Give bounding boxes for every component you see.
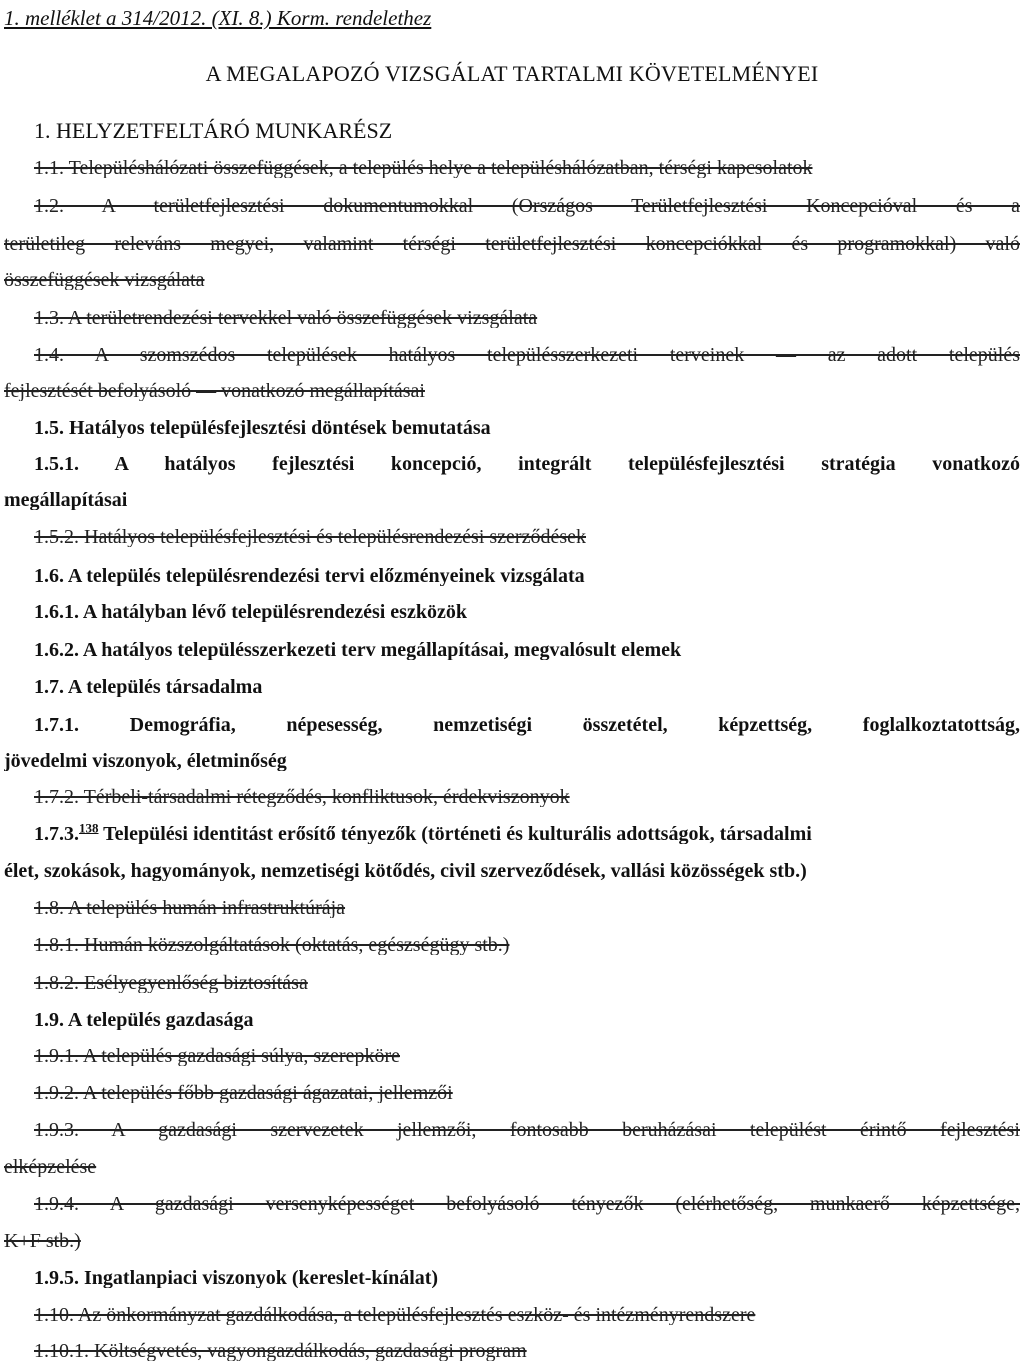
item-1-9-3: 1.9.3. A gazdasági szervezetek jellemzői, fontosabb beruházásai települést érintő fejlesztési	[34, 1120, 1020, 1141]
item-1-2: 1.2. A területfejlesztési dokumentumokkal (Országos Területfejlesztési Koncepcióval és a	[34, 196, 1020, 217]
item-1-8: 1.8. A település humán infrastruktúrája	[34, 898, 346, 918]
item-1-8-1: 1.8.1. Humán közszolgáltatások (oktatás, egészségügy stb.)	[34, 935, 510, 955]
item-1-7-1: 1.7.1. Demográfia, népesesség, nemzetiségi összetétel, képzettség, foglalkoztatottság,	[34, 715, 1020, 736]
item-1-5: 1.5. Hatályos településfejlesztési döntések bemutatása	[34, 418, 491, 438]
item-1-7: 1.7. A település társadalma	[34, 677, 263, 697]
item-1-6-1: 1.6.1. A hatályban lévő településrendezési eszközök	[34, 602, 467, 622]
item-1-9-4-cont: K+F stb.)	[4, 1231, 81, 1251]
item-1-9-3-cont: elképzelése	[4, 1157, 97, 1177]
item-1-5-1-cont: megállapításai	[4, 490, 128, 510]
footnote-reference[interactable]: 138	[79, 824, 99, 836]
item-1-7-1-cont: jövedelmi viszonyok, életminőség	[4, 751, 287, 771]
item-1-10-1: 1.10.1. Költségvetés, vagyongazdálkodás, gazdasági program	[34, 1341, 527, 1361]
item-1-2-cont: összefüggések vizsgálata	[4, 270, 205, 290]
item-1-2-cont: területileg releváns megyei, valamint térségi területfejlesztési koncepciókkal és programokkal) való	[4, 234, 1020, 255]
section-heading: 1. HELYZETFELTÁRÓ MUNKARÉSZ	[34, 118, 393, 143]
item-1-9-5: 1.9.5. Ingatlanpiaci viszonyok (kereslet-kínálat)	[34, 1268, 439, 1288]
item-1-4: 1.4. A szomszédos települések hatályos településszerkezeti terveinek — az adott település	[34, 345, 1020, 366]
item-1-3: 1.3. A területrendezési tervekkel való összefüggések vizsgálata	[34, 308, 538, 328]
item-1-5-2: 1.5.2. Hatályos településfejlesztési és településrendezési szerződések	[34, 527, 587, 547]
item-1-5-1: 1.5.1. A hatályos fejlesztési koncepció, integrált településfejlesztési stratégia vonatkozó	[34, 454, 1020, 475]
item-1-6-2: 1.6.2. A hatályos településszerkezeti terv megállapításai, megvalósult elemek	[34, 640, 682, 660]
item-1-9: 1.9. A település gazdasága	[34, 1010, 254, 1030]
item-1-9-1: 1.9.1. A település gazdasági súlya, szerepköre	[34, 1046, 400, 1066]
item-1-8-2: 1.8.2. Esélyegyenlőség biztosítása	[34, 973, 308, 993]
item-1-9-4: 1.9.4. A gazdasági versenyképességet befolyásoló tényezők (elérhetőség, munkaerő képzettsége,	[34, 1194, 1020, 1215]
item-1-10: 1.10. Az önkormányzat gazdálkodása, a településfejlesztés eszköz- és intézményrendszere	[34, 1305, 756, 1325]
item-1-7-3-number: 1.7.3.	[34, 824, 79, 844]
item-1-7-2: 1.7.2. Térbeli-társadalmi rétegződés, konfliktusok, érdekviszonyok	[34, 787, 570, 807]
item-1-7-3	[34, 824, 1020, 844]
item-1-7-3-cont: élet, szokások, hagyományok, nemzetiségi kötődés, civil szerveződések, vallási közösségek stb.)	[4, 861, 807, 881]
item-1-6: 1.6. A település településrendezési tervi előzményeinek vizsgálata	[34, 566, 585, 586]
item-1-7-3-text: Települési identitást erősítő tényezők (történeti és kulturális adottságok, társadalmi	[98, 824, 812, 844]
page-title: A MEGALAPOZÓ VIZSGÁLAT TARTALMI KÖVETELMÉNYEI	[205, 61, 819, 86]
item-1-4-cont: fejlesztését befolyásoló — vonatkozó megállapításai	[4, 381, 425, 401]
item-1-1: 1.1. Településhálózati összefüggések, a település helye a településhálózatban, térségi kapcsolatok	[34, 158, 813, 178]
item-1-9-2: 1.9.2. A település főbb gazdasági ágazatai, jellemzői	[34, 1083, 453, 1103]
annex-header: 1. melléklet a 314/2012. (XI. 8.) Korm. rendelethez	[4, 6, 432, 30]
